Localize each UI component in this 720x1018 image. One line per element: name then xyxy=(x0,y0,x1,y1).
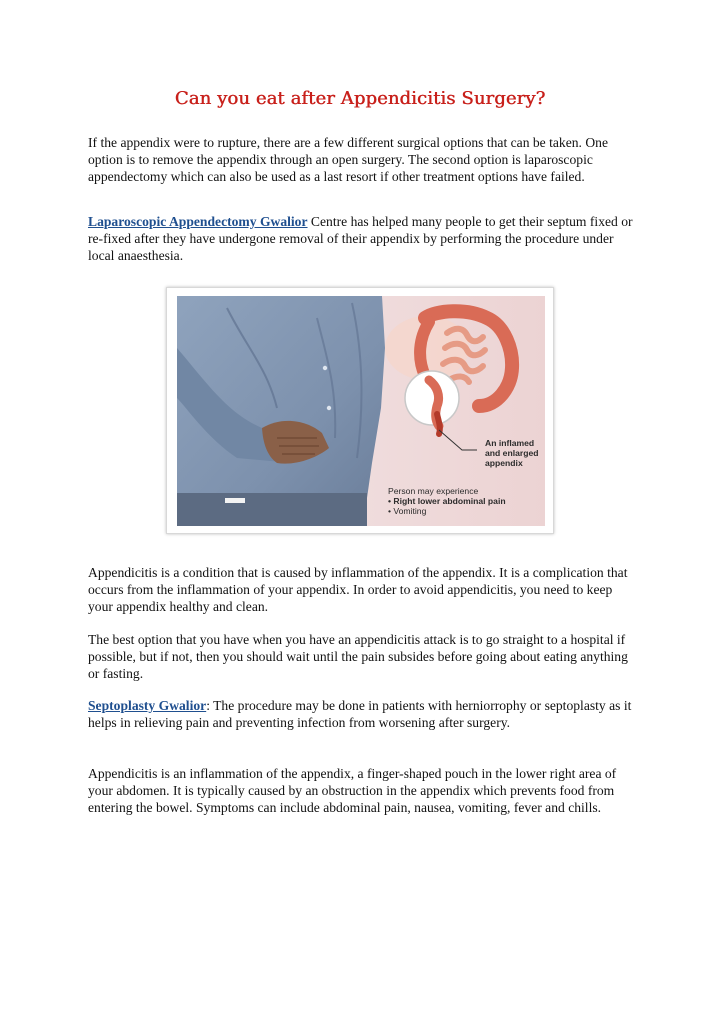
paragraph-laparoscopic-text: Centre has helped many people to get their septum fixed or re-fixed after they have undergone removal of their appendix by performing the procedure under local anaesthesia. xyxy=(88,214,633,263)
appendix-label-line2: and enlarged xyxy=(485,448,539,458)
paragraph-best-option: The best option that you have when you have an appendicitis attack is to go straight to a hospital if possible, but if not, then you should wait until the pain subsides before going about eating anything or fasting. xyxy=(88,632,628,681)
appendix-label xyxy=(485,438,538,468)
paragraph-septoplasty xyxy=(88,697,636,731)
paragraph-inflammation: Appendicitis is an inflammation of the appendix, a finger-shaped pouch in the lower right area of your abdomen. It is typically caused by an obstruction in the appendix which prevents food from entering the bowel. Symptoms can include abdominal pain, nausea, vomiting, fever and chills. xyxy=(88,766,617,815)
septoplasty-gwalior-link[interactable]: Septoplasty Gwalior xyxy=(88,698,207,713)
symptom-vomiting: • Vomiting xyxy=(388,506,427,516)
paragraph-septoplasty-text: : The procedure may be done in patients with herniorrophy or septoplasty as it helps in relieving pain and preventing infection from worsening after surgery. xyxy=(88,698,632,730)
symptom-pain: • Right lower abdominal pain xyxy=(388,496,506,506)
symptoms-intro: Person may experience xyxy=(388,486,479,496)
page-title: Can you eat after Appendicitis Surgery? xyxy=(174,88,546,109)
paragraph-surgical-options: If the appendix were to rupture, there are a few different surgical options that can be taken. One option is to remove the appendix through an open surgery. The second option is laparoscopic appendectomy which can also be used as a last resort if other treatment options have failed. xyxy=(88,135,609,184)
appendix-label-line3: appendix xyxy=(485,458,523,468)
paragraph-laparoscopic xyxy=(88,213,636,264)
symptoms-box xyxy=(388,486,506,516)
paragraph-condition: Appendicitis is a condition that is caused by inflammation of the appendix. It is a complication that occurs from the inflammation of your appendix. In order to avoid appendicitis, you need to keep your appendix healthy and clean. xyxy=(88,565,628,614)
laparoscopic-appendectomy-link[interactable]: Laparoscopic Appendectomy Gwalior xyxy=(88,214,308,229)
appendix-label-line1: An inflamed xyxy=(485,438,535,448)
appendicitis-illustration xyxy=(166,287,554,534)
